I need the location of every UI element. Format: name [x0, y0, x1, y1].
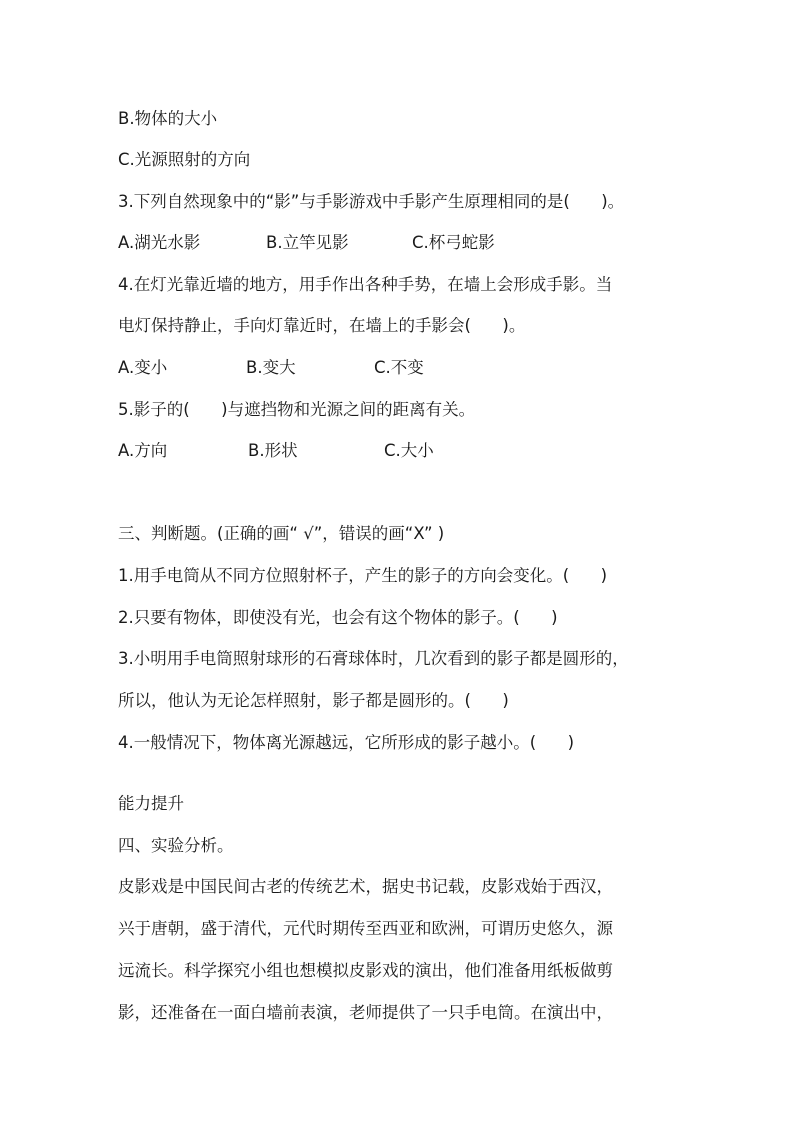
- q5-option-a: A.方向: [118, 441, 168, 460]
- q2-option-c: C.光源照射的方向: [118, 150, 251, 169]
- section4-para-line1: 皮影戏是中国民间古老的传统艺术，据史书记载，皮影戏始于西汉，: [118, 877, 613, 896]
- q3-stem: 3.下列自然现象中的“影”与手影游戏中手影产生原理相同的是( )。: [118, 192, 625, 211]
- q3-option-a: A.湖光水影: [118, 233, 201, 252]
- q2-option-b: B.物体的大小: [118, 109, 218, 128]
- q4-option-c: C.不变: [374, 358, 424, 377]
- judge-item-2: 2.只要有物体，即使没有光，也会有这个物体的影子。( ): [118, 608, 558, 627]
- q3-option-b: B.立竿见影: [266, 233, 349, 252]
- judge-item-3-line2: 所以，他认为无论怎样照射，影子都是圆形的。( ): [118, 691, 509, 710]
- section4-para-line3: 远流长。科学探究小组也想模拟皮影戏的演出，他们准备用纸板做剪: [118, 961, 613, 980]
- section3-title: 三、判断题。(正确的画“ √”，错误的画“X” ): [118, 524, 445, 543]
- section4-title: 四、实验分析。: [118, 836, 234, 855]
- ability-heading: 能力提升: [118, 794, 184, 813]
- section4-para-line2: 兴于唐朝，盛于清代，元代时期传至西亚和欧洲，可谓历史悠久，源: [118, 919, 613, 938]
- q4-options: [118, 356, 424, 380]
- judge-item-3-line1: 3.小明用手电筒照射球形的石膏球体时，几次看到的影子都是圆形的，: [118, 649, 629, 668]
- judge-item-4: 4.一般情况下，物体离光源越远，它所形成的影子越小。( ): [118, 733, 575, 752]
- q4-stem-line1: 4.在灯光靠近墙的地方，用手作出各种手势，在墙上会形成手影。当: [118, 275, 613, 294]
- q4-option-b: B.变大: [246, 358, 296, 377]
- q5-stem: 5.影子的( )与遮挡物和光源之间的距离有关。: [118, 400, 476, 419]
- q5-option-c: C.大小: [384, 441, 434, 460]
- section4-para-line4: 影，还准备在一面白墙前表演，老师提供了一只手电筒。在演出中，: [118, 1003, 613, 1022]
- judge-item-1: 1.用手电筒从不同方位照射杯子，产生的影子的方向会变化。( ): [118, 566, 608, 585]
- q4-option-a: A.变小: [118, 358, 168, 377]
- q5-options: [118, 439, 434, 463]
- q3-option-c: C.杯弓蛇影: [412, 233, 495, 252]
- q3-options: [118, 231, 495, 255]
- q5-option-b: B.形状: [248, 441, 298, 460]
- q4-stem-line2: 电灯保持静止，手向灯靠近时，在墙上的手影会( )。: [118, 316, 526, 335]
